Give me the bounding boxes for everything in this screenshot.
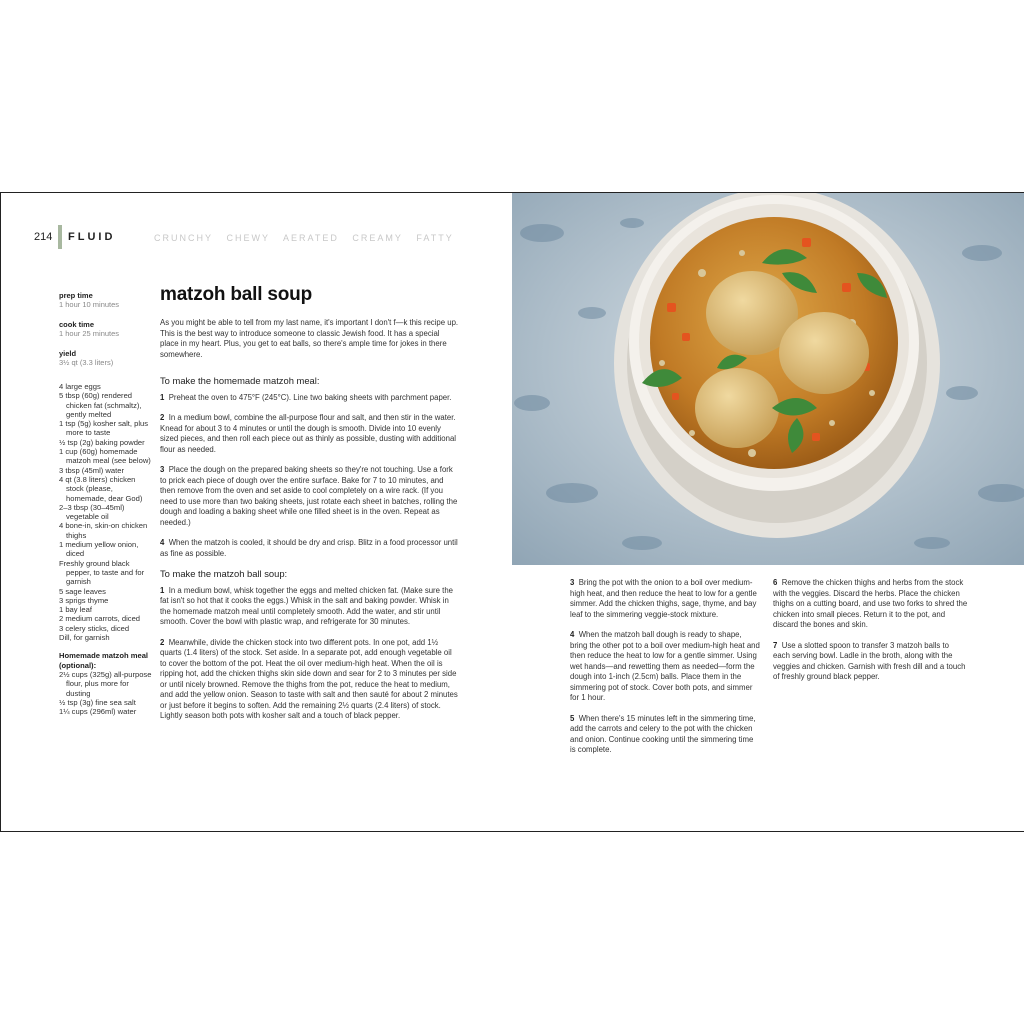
ingredient-item: 5 tbsp (60g) rendered chicken fat (schmaltz), gently melted <box>59 391 142 419</box>
recipe-title: matzoh ball soup <box>160 284 312 305</box>
prep-time <box>59 291 154 309</box>
ingredient-item: 1¼ cups (296ml) water <box>59 707 137 717</box>
step-number: 4 <box>570 630 575 639</box>
step-text: Place the dough on the prepared baking sheets so they're not touching. Use a fork to prick each piece of dough over the entire surface. Bake for 7 to 10 minutes, and then remove from the oven and set aside to cool completely on a wire rack. (If you need to use more than two baking sheets, just rotate each sheet in batches, rolling the dough and loading a baking sheet while one filled sheet is in the oven. Repeat as needed.) <box>160 465 458 527</box>
yield-value: 3½ qt (3.3 liters) <box>59 358 114 367</box>
soup-photo <box>512 193 1024 565</box>
ingredient-item: 3 celery sticks, diced <box>59 623 130 633</box>
chapter-title: FLUID <box>68 231 116 243</box>
method-column-middle <box>570 578 760 766</box>
yield <box>59 349 154 367</box>
step <box>773 641 968 683</box>
ingredient-item: 5 sage leaves <box>59 586 106 596</box>
cook-time-value: 1 hour 25 minutes <box>59 329 120 338</box>
step-number: 3 <box>570 578 575 587</box>
step <box>570 578 760 620</box>
matzoh-ball <box>779 312 869 394</box>
step-number: 5 <box>570 713 575 723</box>
ingredient-item: Freshly ground black pepper, to taste and for garnish <box>59 558 145 587</box>
step-number: 7 <box>773 640 778 650</box>
cook-time-label: cook time <box>59 320 95 329</box>
step-text: When the matzoh is cooled, it should be dry and crisp. Blitz in a food processor until as fine as possible. <box>160 538 458 558</box>
ingredient-list <box>59 382 154 716</box>
ingredient-item: ½ tsp (3g) fine sea salt <box>59 697 136 707</box>
ingredient-item: 4 qt (3.8 liters) chicken stock (please, homemade, dear God) <box>59 474 143 503</box>
step-number: 6 <box>773 578 778 587</box>
nav-item-fatty: FATTY <box>416 233 454 243</box>
step-number: 4 <box>160 538 165 547</box>
step <box>160 638 460 722</box>
matzoh-ball <box>695 368 779 448</box>
ingredient-item: 1 cup (60g) homemade matzoh meal (see below) <box>59 447 151 466</box>
step-text: In a medium bowl, whisk together the eggs and melted chicken fat. (Make sure the fat isn't so hot that it cooks the eggs.) Whisk in the salt and baking powder. Whisk in the homemade matzoh meal until completely smooth. Add the water, and stir until smooth. Cover the bowl with plastic wrap, and refrigerate for 30 minutes. <box>160 585 453 626</box>
ingredient-item: 1 tsp (5g) kosher salt, plus more to taste <box>59 419 149 438</box>
step-text: When there's 15 minutes left in the simmering time, add the carrots and celery to the pot with the chicken and onion. Continue cooking until the simmering time is complete. <box>570 713 756 754</box>
step <box>160 586 460 628</box>
ingredient-item: 2½ cups (325g) all-purpose flour, plus more for dusting <box>59 669 152 698</box>
step-number: 3 <box>160 465 165 474</box>
method-column-left <box>160 318 460 732</box>
ingredient-item: 1 bay leaf <box>59 605 92 615</box>
nav-item-creamy: CREAMY <box>352 233 403 243</box>
section-heading-matzoh-meal: To make the homemade matzoh meal: <box>160 375 320 386</box>
nav-item-chewy: CHEWY <box>226 233 271 243</box>
step-number: 2 <box>160 637 165 647</box>
ingredient-item: 3 sprigs thyme <box>59 595 109 605</box>
step-number: 1 <box>160 392 165 402</box>
step-number: 2 <box>160 413 165 422</box>
prep-time-value: 1 hour 10 minutes <box>59 300 120 309</box>
ingredient-item: 4 bone-in, skin-on chicken thighs <box>59 521 148 540</box>
ingredient-item: 1 medium yellow onion, diced <box>59 540 139 559</box>
recipe-intro: As you might be able to tell from my last name, it's important I don't f—k this recipe up. This is the best way to introduce someone to classic Jewish food. It has a special place in my heart. Plus, you get to eat balls, so there's ample time for jokes in there somewhere. <box>160 318 459 359</box>
step-text: In a medium bowl, combine the all-purpose flour and salt, and then stir in the water. Knead for about 3 to 4 minutes or until the dough is smooth. Divide into 10 evenly sized pieces, and then roll each piece out as thinly as possible, dusting with additional flour as needed. <box>160 413 457 454</box>
section-heading-soup: To make the matzoh ball soup: <box>160 568 288 579</box>
method-column-right <box>773 578 968 693</box>
page-number: 214 <box>34 231 53 243</box>
step <box>160 465 460 528</box>
prep-time-label: prep time <box>59 291 93 300</box>
ingredient-item: ½ tsp (2g) baking powder <box>59 437 145 447</box>
step-number: 1 <box>160 585 165 595</box>
step <box>570 714 760 756</box>
nav-item-crunchy: CRUNCHY <box>154 233 213 243</box>
cook-time <box>59 320 154 338</box>
step-text: Bring the pot with the onion to a boil over medium-high heat, and then reduce the heat to low for a gentle simmer. Add the chicken thighs, sage, thyme, and bay leaf to the simmering veggie-stock mixture. <box>570 578 757 619</box>
step-text: Meanwhile, divide the chicken stock into two different pots. In one pot, add 1½ quarts (1.4 liters) of the stock. Set aside. In a separate pot, add enough vegetable oil to cover the bottom of the pot. Heat the oil over medium-high heat. When the oil is ripping hot, add the chicken thighs skin side down and sear for 2 to 3 minutes per side or until nicely browned. Remove the thighs from the pot, reduce the heat to medium, and add the yellow onion. Season to taste with salt and then sauté for about 2 minutes or just before it begins to soften. Add the remaining 2½ quarts (2.4 liters) of stock. Lightly season both pots with kosher salt and a touch of black pepper. <box>160 637 458 720</box>
ingredient-item: 4 large eggs <box>59 382 101 391</box>
step-text: Preheat the oven to 475°F (245°C). Line two baking sheets with parchment paper. <box>168 392 452 402</box>
ingredient-item: Dill, for garnish <box>59 633 110 643</box>
step <box>160 413 460 455</box>
ingredient-subheading: Homemade matzoh meal (optional): <box>59 651 149 670</box>
step <box>570 630 760 704</box>
ingredient-item: 3 tbsp (45ml) water <box>59 465 124 475</box>
step-text: Use a slotted spoon to transfer 3 matzoh balls to each serving bowl. Ladle in the broth, along with the veggies and chicken. Garnish with fresh dill and a touch of freshly ground black pepper. <box>773 640 966 681</box>
yield-label: yield <box>59 349 77 358</box>
chapter-accent-bar <box>58 225 62 249</box>
step-text: When the matzoh ball dough is ready to shape, bring the other pot to a boil over medium-high heat and then reduce the heat to low for a gentle simmer. Using wet hands—and rewetting them as needed—form the dough into 1-inch (2.5cm) balls. Place them in the simmering pot of stock. Cover both pots, and simmer for 1 hour. <box>570 630 760 702</box>
step <box>160 538 460 559</box>
chapter-nav <box>154 233 463 243</box>
step-text: Remove the chicken thighs and herbs from the stock with the veggies. Discard the herbs. Place the chicken thighs on a cutting board, and use two forks to shred the chicken into small pieces. Return it to the pot, and discard the bones and skin. <box>773 578 968 629</box>
step <box>160 393 460 404</box>
step <box>773 578 968 631</box>
nav-item-aerated: AERATED <box>283 233 339 243</box>
ingredient-item: 2–3 tbsp (30–45ml) vegetable oil <box>59 502 125 522</box>
ingredient-item: 2 medium carrots, diced <box>59 614 141 624</box>
